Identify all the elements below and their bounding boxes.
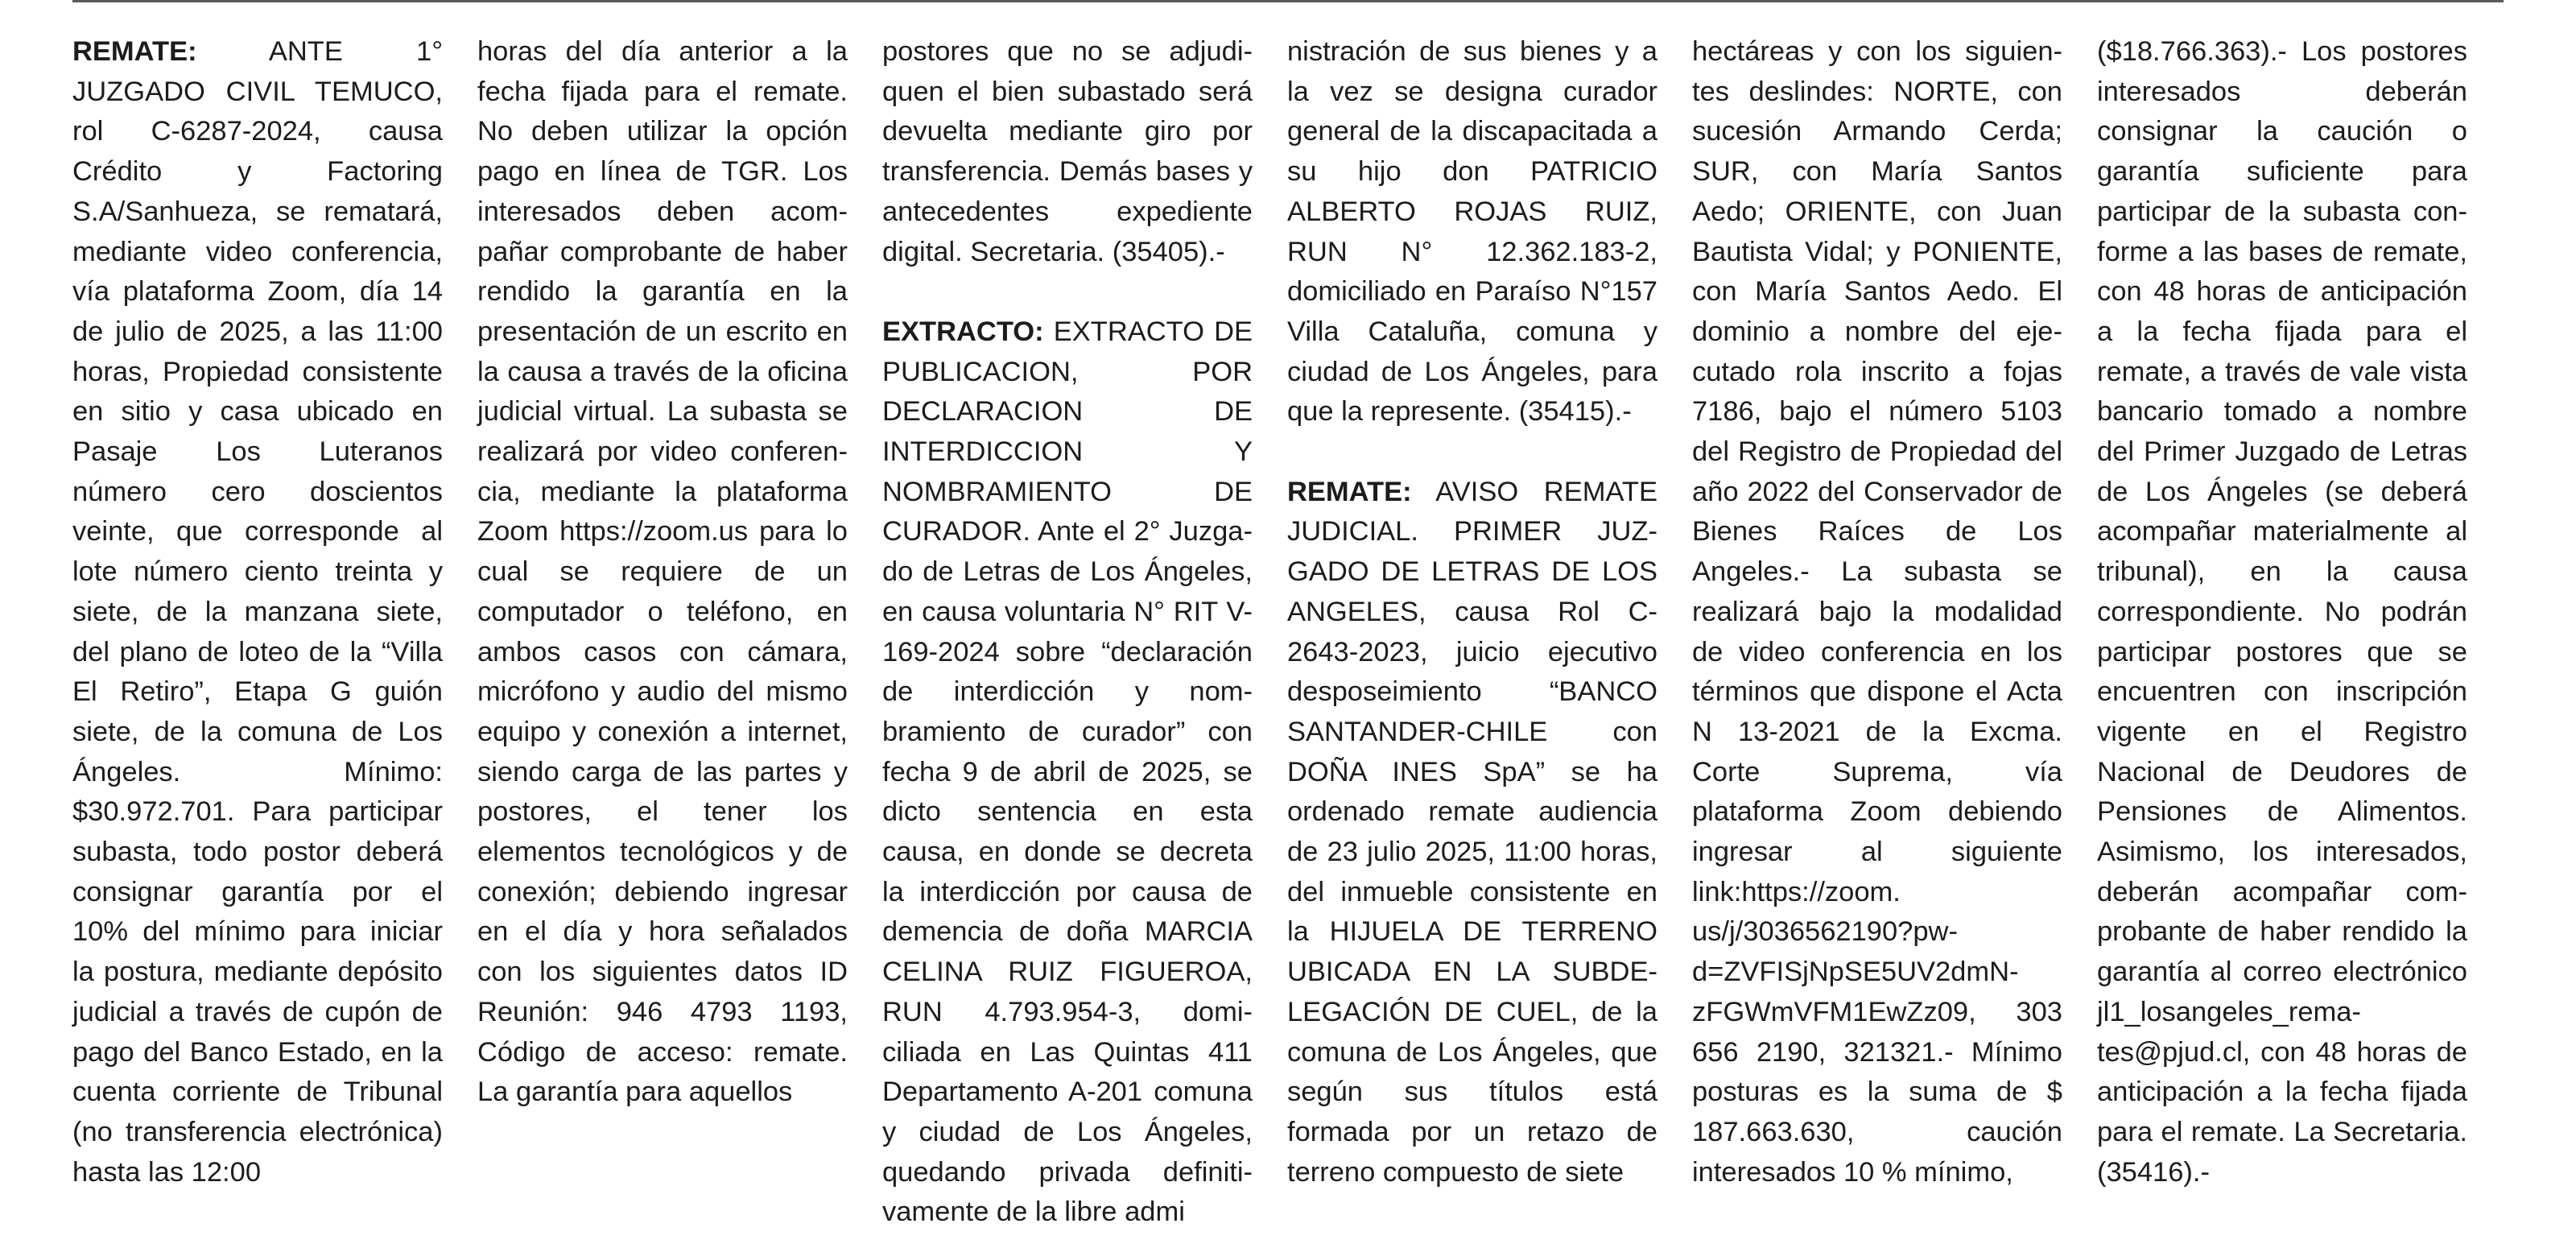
- notice-text: hectáreas y con los siguientes deslindes: NORTE, con sucesión Armando Cerda; SUR, con María Santos Aedo; ORIENTE, con Juan Bautista Vidal; y PONIENTE, con María Santos Aedo. El dominio a nombre del ejecutado rola inscrito a fojas 7186, bajo el número 5103 del Registro de Propiedad del año 2022 del Conservador de Bienes Raíces de Los Angeles.- La subasta se realizará bajo la modalidad de video conferencia en los términos que dispone el Acta N 13-2021 de la Excma. Corte Suprema, vía plataforma Zoom debiendo ingresar al siguiente link:https://zoom. us/j/3036562190?pwd=ZVFISjNpSE5UV2dmNzFGWmVFM1EwZz09, 303 656 2190, 321321.- Mínimo posturas es la suma de $ 187.663.630, caución interesados 10 % mínimo,: [1692, 36, 2062, 1188]
- notice-text: horas del día anterior a la fecha fijada para el remate. No deben utilizar la opción pago en línea de TGR. Los interesados deben acompañar comprobante de haber rendido la garantía en la presentación de un escrito en la causa a través de la oficina judicial virtual. La subasta se realizará por video conferencia, mediante la plataforma Zoom https://zoom.us para lo cual se requiere de un computador o teléfono, en ambos casos con cámara, micrófono y audio del mismo equipo y conexión a internet, siendo carga de las partes y postores, el tener los elementos tecnológicos y de conexión; debiendo ingresar en el día y hora señalados con los siguientes datos ID Reunión: 946 4793 1193, Código de acceso: remate. La garantía para aquellos: [477, 36, 848, 1108]
- notice-paragraph: [477, 32, 848, 1113]
- notice-paragraph: [882, 312, 1253, 1233]
- column-4: [1287, 32, 1657, 1192]
- column-1: [72, 32, 443, 1192]
- notice-text: ($18.766.363).- Los postores interesados deberán consignar la caución o garantía suficiente para participar de la subasta conforme a las bases de remate, con 48 horas de anticipación a la fecha fijada para el remate, a través de vale vista bancario tomado a nombre del Primer Juzgado de Letras de Los Ángeles (se deberá acompañar materialmente al tribunal), en la causa correspondiente. No podrán participar postores que se encuentren con inscripción vigente en el Registro Nacional de Deudores de Pensiones de Alimentos. Asimismo, los interesados, deberán acompañar comprobante de haber rendido la garantía al correo electrónico jl1_losangeles_remates@pjud.cl, con 48 horas de anticipación a la fecha fijada para el remate. La Secretaria. (35416).-: [2097, 36, 2467, 1188]
- column-6: [2097, 32, 2467, 1192]
- column-5: [1692, 32, 2062, 1192]
- column-3: [882, 32, 1253, 1233]
- notice-text: nistración de sus bienes y a la vez se designa curador general de la discapacitada a su hijo don PATRICIO ALBERTO ROJAS RUIZ, RUN N° 12.362.183-2, domiciliado en Paraíso N°157 Villa Cataluña, comuna y ciudad de Los Ángeles, para que la represente. (35415).-: [1287, 36, 1657, 428]
- notice-text: EXTRACTO DE PUBLICACION, POR DECLARACION DE INTERDICCION Y NOMBRAMIENTO DE CURADOR. Ante el 2° Juzgado de Letras de Los Ángeles, en causa voluntaria N° RIT V-169-2024 sobre “declaración de interdicción y nombramiento de curador” con fecha 9 de abril de 2025, se dicto sentencia en esta causa, en donde se decreta la interdicción por causa de demencia de doña MARCIA CELINA RUIZ FIGUEROA, RUN 4.793.954-3, domiciliada en Las Quintas 411 Departamento A-201 comuna y ciudad de Los Ángeles, quedando privada definitivamente de la libre admi: [882, 316, 1253, 1228]
- newspaper-page: [72, 0, 2504, 1248]
- notice-text: postores que no se adjudiquen el bien subastado será devuelta mediante giro por transferencia. Demás bases y antecedentes expediente digital. Secretaria. (35405).-: [882, 36, 1253, 267]
- notice-paragraph: [2097, 32, 2467, 1192]
- notice-keyword: REMATE:: [72, 36, 197, 67]
- top-rule: [72, 0, 2504, 2]
- notice-paragraph: [72, 32, 443, 1192]
- notice-keyword: REMATE:: [1287, 476, 1412, 507]
- notice-paragraph: [1287, 32, 1657, 432]
- notice-paragraph: [882, 32, 1253, 272]
- notice-paragraph: [1287, 473, 1657, 1193]
- notice-text: AVISO REMATE JUDICIAL. PRIMER JUZGADO DE LETRAS DE LOS ANGELES, causa Rol C-2643-2023, juicio ejecutivo desposeimiento “BANCO SANTANDER-CHILE con DOÑA INES SpA” se ha ordenado remate audiencia de 23 julio 2025, 11:00 horas, del inmueble consistente en la HIJUELA DE TERRENO UBICADA EN LA SUBDELEGACIÓN DE CUEL, de la comuna de Los Ángeles, que según sus títulos está formada por un retazo de terreno compuesto de siete: [1287, 476, 1657, 1188]
- notice-keyword: EXTRACTO:: [882, 316, 1044, 347]
- notice-text: ANTE 1° JUZGADO CIVIL TEMUCO, rol C-6287-2024, causa Crédito y Factoring S.A/Sanhueza, se rematará, mediante video conferencia, vía plataforma Zoom, día 14 de julio de 2025, a las 11:00 horas, Propiedad consistente en sitio y casa ubicado en Pasaje Los Luteranos número cero doscientos veinte, que corresponde al lote número ciento treinta y siete, de la manzana siete, del plano de loteo de la “Villa El Retiro”, Etapa G guión siete, de la comuna de Los Ángeles. Mínimo: $30.972.701. Para participar subasta, todo postor deberá consignar garantía por el 10% del mínimo para iniciar la postura, mediante depósito judicial a través de cupón de pago del Banco Estado, en la cuenta corriente de Tribunal (no transferencia electrónica) hasta las 12:00: [72, 36, 443, 1188]
- notice-paragraph: [1692, 32, 2062, 1192]
- column-2: [477, 32, 848, 1113]
